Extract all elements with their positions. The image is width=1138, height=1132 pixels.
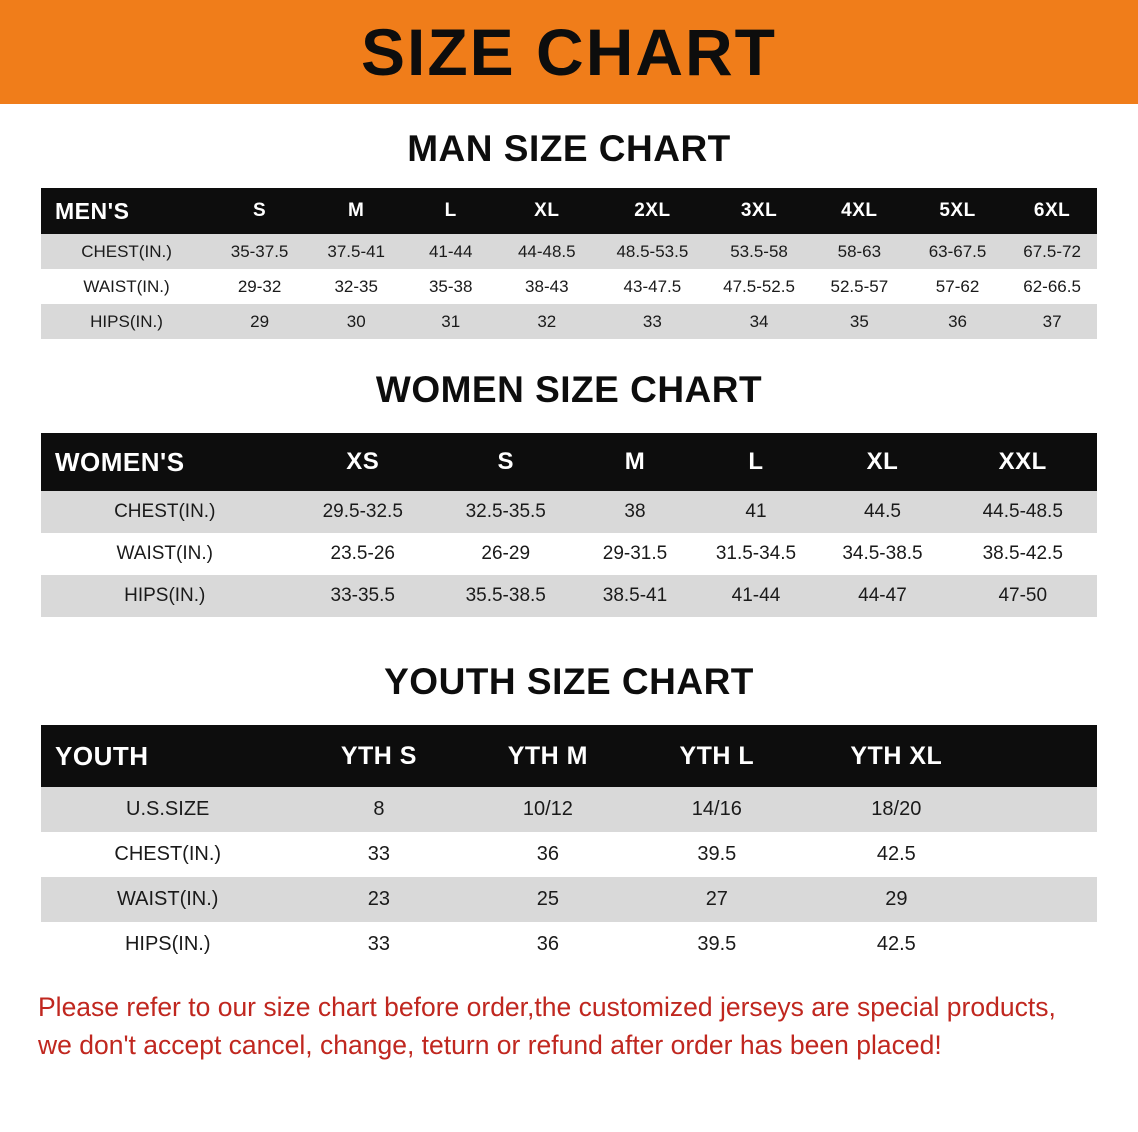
- table-cell: 44-48.5: [496, 234, 597, 269]
- women-section-heading: WOMEN SIZE CHART: [375, 369, 763, 410]
- table-cell: 29-31.5: [574, 533, 695, 575]
- row-label: HIPS(IN.): [41, 922, 294, 967]
- table-cell: 29: [801, 877, 991, 922]
- table-cell: 42.5: [801, 922, 991, 967]
- table-row: [41, 533, 1097, 575]
- table-cell: 35.5-38.5: [437, 575, 575, 617]
- table-row: [41, 832, 1097, 877]
- table-cell: 33-35.5: [289, 575, 437, 617]
- row-label: CHEST(IN.): [41, 491, 289, 533]
- table-header-cell: YTH XL: [801, 725, 991, 787]
- note-line-1: Please refer to our size chart before order,the customized jerseys are special products,: [38, 992, 1056, 1022]
- table-cell: 38-43: [496, 269, 597, 304]
- youth-section-heading: YOUTH SIZE CHART: [384, 661, 754, 702]
- table-cell: 36: [463, 922, 632, 967]
- table-header-cell: YTH M: [463, 725, 632, 787]
- man-section-heading: MAN SIZE CHART: [407, 128, 731, 169]
- table-cell: 67.5-72: [1007, 234, 1097, 269]
- table-header-cell: 3XL: [707, 188, 810, 234]
- table-cell: 47.5-52.5: [707, 269, 810, 304]
- table-cell: 44.5: [816, 491, 948, 533]
- table-header-cell: M: [574, 433, 695, 491]
- row-label: CHEST(IN.): [41, 832, 294, 877]
- table-cell: 33: [597, 304, 707, 339]
- table-cell: 43-47.5: [597, 269, 707, 304]
- table-cell: 36: [463, 832, 632, 877]
- table-cell: 10/12: [463, 787, 632, 832]
- table-cell: 32.5-35.5: [437, 491, 575, 533]
- table-header-cell: M: [307, 188, 405, 234]
- table-cell: 33: [294, 922, 463, 967]
- table-cell: 29: [212, 304, 307, 339]
- table-cell: 44.5-48.5: [948, 491, 1097, 533]
- table-header-row: [41, 725, 1097, 787]
- table-row: [41, 269, 1097, 304]
- table-cell: 8: [294, 787, 463, 832]
- table-header-cell: S: [437, 433, 575, 491]
- table-cell: 31.5-34.5: [695, 533, 816, 575]
- row-label: WAIST(IN.): [41, 533, 289, 575]
- table-cell: 37: [1007, 304, 1097, 339]
- table-cell: 34.5-38.5: [816, 533, 948, 575]
- table-cell: 30: [307, 304, 405, 339]
- table-cell: 35-37.5: [212, 234, 307, 269]
- table-cell: 42.5: [801, 832, 991, 877]
- man-table-wrapper: [0, 188, 1138, 339]
- order-policy-note: [38, 989, 1100, 1064]
- table-header-cell: 5XL: [908, 188, 1007, 234]
- table-cell: 25: [463, 877, 632, 922]
- table-cell-empty: [991, 787, 1097, 832]
- row-label: HIPS(IN.): [41, 575, 289, 617]
- table-row: [41, 877, 1097, 922]
- table-header-cell: YOUTH: [41, 725, 294, 787]
- table-header-cell: MEN'S: [41, 188, 212, 234]
- table-cell: 62-66.5: [1007, 269, 1097, 304]
- table-cell: 18/20: [801, 787, 991, 832]
- table-cell: 29.5-32.5: [289, 491, 437, 533]
- table-cell: 23.5-26: [289, 533, 437, 575]
- table-cell: 47-50: [948, 575, 1097, 617]
- table-header-cell: XS: [289, 433, 437, 491]
- table-cell: 41-44: [695, 575, 816, 617]
- row-label: WAIST(IN.): [41, 877, 294, 922]
- table-header-cell: 6XL: [1007, 188, 1097, 234]
- table-header-row: [41, 188, 1097, 234]
- table-header-spacer: [991, 725, 1097, 787]
- table-cell: 52.5-57: [811, 269, 908, 304]
- table-cell-empty: [991, 832, 1097, 877]
- table-cell: 41-44: [405, 234, 496, 269]
- table-cell: 33: [294, 832, 463, 877]
- table-cell: 48.5-53.5: [597, 234, 707, 269]
- row-label: U.S.SIZE: [41, 787, 294, 832]
- table-cell: 38: [574, 491, 695, 533]
- table-cell: 58-63: [811, 234, 908, 269]
- table-cell: 31: [405, 304, 496, 339]
- table-row: [41, 234, 1097, 269]
- table-header-cell: XL: [496, 188, 597, 234]
- youth-size-table: [41, 725, 1097, 967]
- table-row: [41, 304, 1097, 339]
- table-cell: 14/16: [632, 787, 801, 832]
- table-cell: 39.5: [632, 922, 801, 967]
- table-header-cell: 2XL: [597, 188, 707, 234]
- table-cell: 53.5-58: [707, 234, 810, 269]
- man-size-table: [41, 188, 1097, 339]
- women-size-table: [41, 433, 1097, 617]
- table-cell: 63-67.5: [908, 234, 1007, 269]
- table-cell: 32-35: [307, 269, 405, 304]
- note-line-2: we don't accept cancel, change, teturn or refund after order has been placed!: [38, 1029, 942, 1060]
- table-cell: 41: [695, 491, 816, 533]
- row-label: WAIST(IN.): [41, 269, 212, 304]
- table-header-cell: XXL: [948, 433, 1097, 491]
- table-row: [41, 491, 1097, 533]
- table-cell: 35: [811, 304, 908, 339]
- table-header-cell: YTH S: [294, 725, 463, 787]
- table-row: [41, 922, 1097, 967]
- table-header-cell: L: [695, 433, 816, 491]
- row-label: CHEST(IN.): [41, 234, 212, 269]
- table-header-cell: 4XL: [811, 188, 908, 234]
- table-row: [41, 575, 1097, 617]
- table-cell: 57-62: [908, 269, 1007, 304]
- table-header-cell: S: [212, 188, 307, 234]
- table-cell: 36: [908, 304, 1007, 339]
- table-cell: 38.5-41: [574, 575, 695, 617]
- row-label: HIPS(IN.): [41, 304, 212, 339]
- youth-table-wrapper: [0, 725, 1138, 967]
- table-header-row: [41, 433, 1097, 491]
- page-banner: [0, 0, 1138, 104]
- table-cell: 26-29: [437, 533, 575, 575]
- table-cell: 29-32: [212, 269, 307, 304]
- table-header-cell: WOMEN'S: [41, 433, 289, 491]
- table-cell-empty: [991, 877, 1097, 922]
- table-cell: 39.5: [632, 832, 801, 877]
- table-cell-empty: [991, 922, 1097, 967]
- table-header-cell: XL: [816, 433, 948, 491]
- table-header-cell: L: [405, 188, 496, 234]
- women-table-wrapper: [0, 433, 1138, 617]
- table-cell: 35-38: [405, 269, 496, 304]
- table-cell: 38.5-42.5: [948, 533, 1097, 575]
- table-cell: 44-47: [816, 575, 948, 617]
- table-cell: 23: [294, 877, 463, 922]
- table-cell: 34: [707, 304, 810, 339]
- table-cell: 27: [632, 877, 801, 922]
- table-row: [41, 787, 1097, 832]
- table-cell: 32: [496, 304, 597, 339]
- table-header-cell: YTH L: [632, 725, 801, 787]
- page-title: SIZE CHART: [361, 15, 777, 89]
- table-cell: 37.5-41: [307, 234, 405, 269]
